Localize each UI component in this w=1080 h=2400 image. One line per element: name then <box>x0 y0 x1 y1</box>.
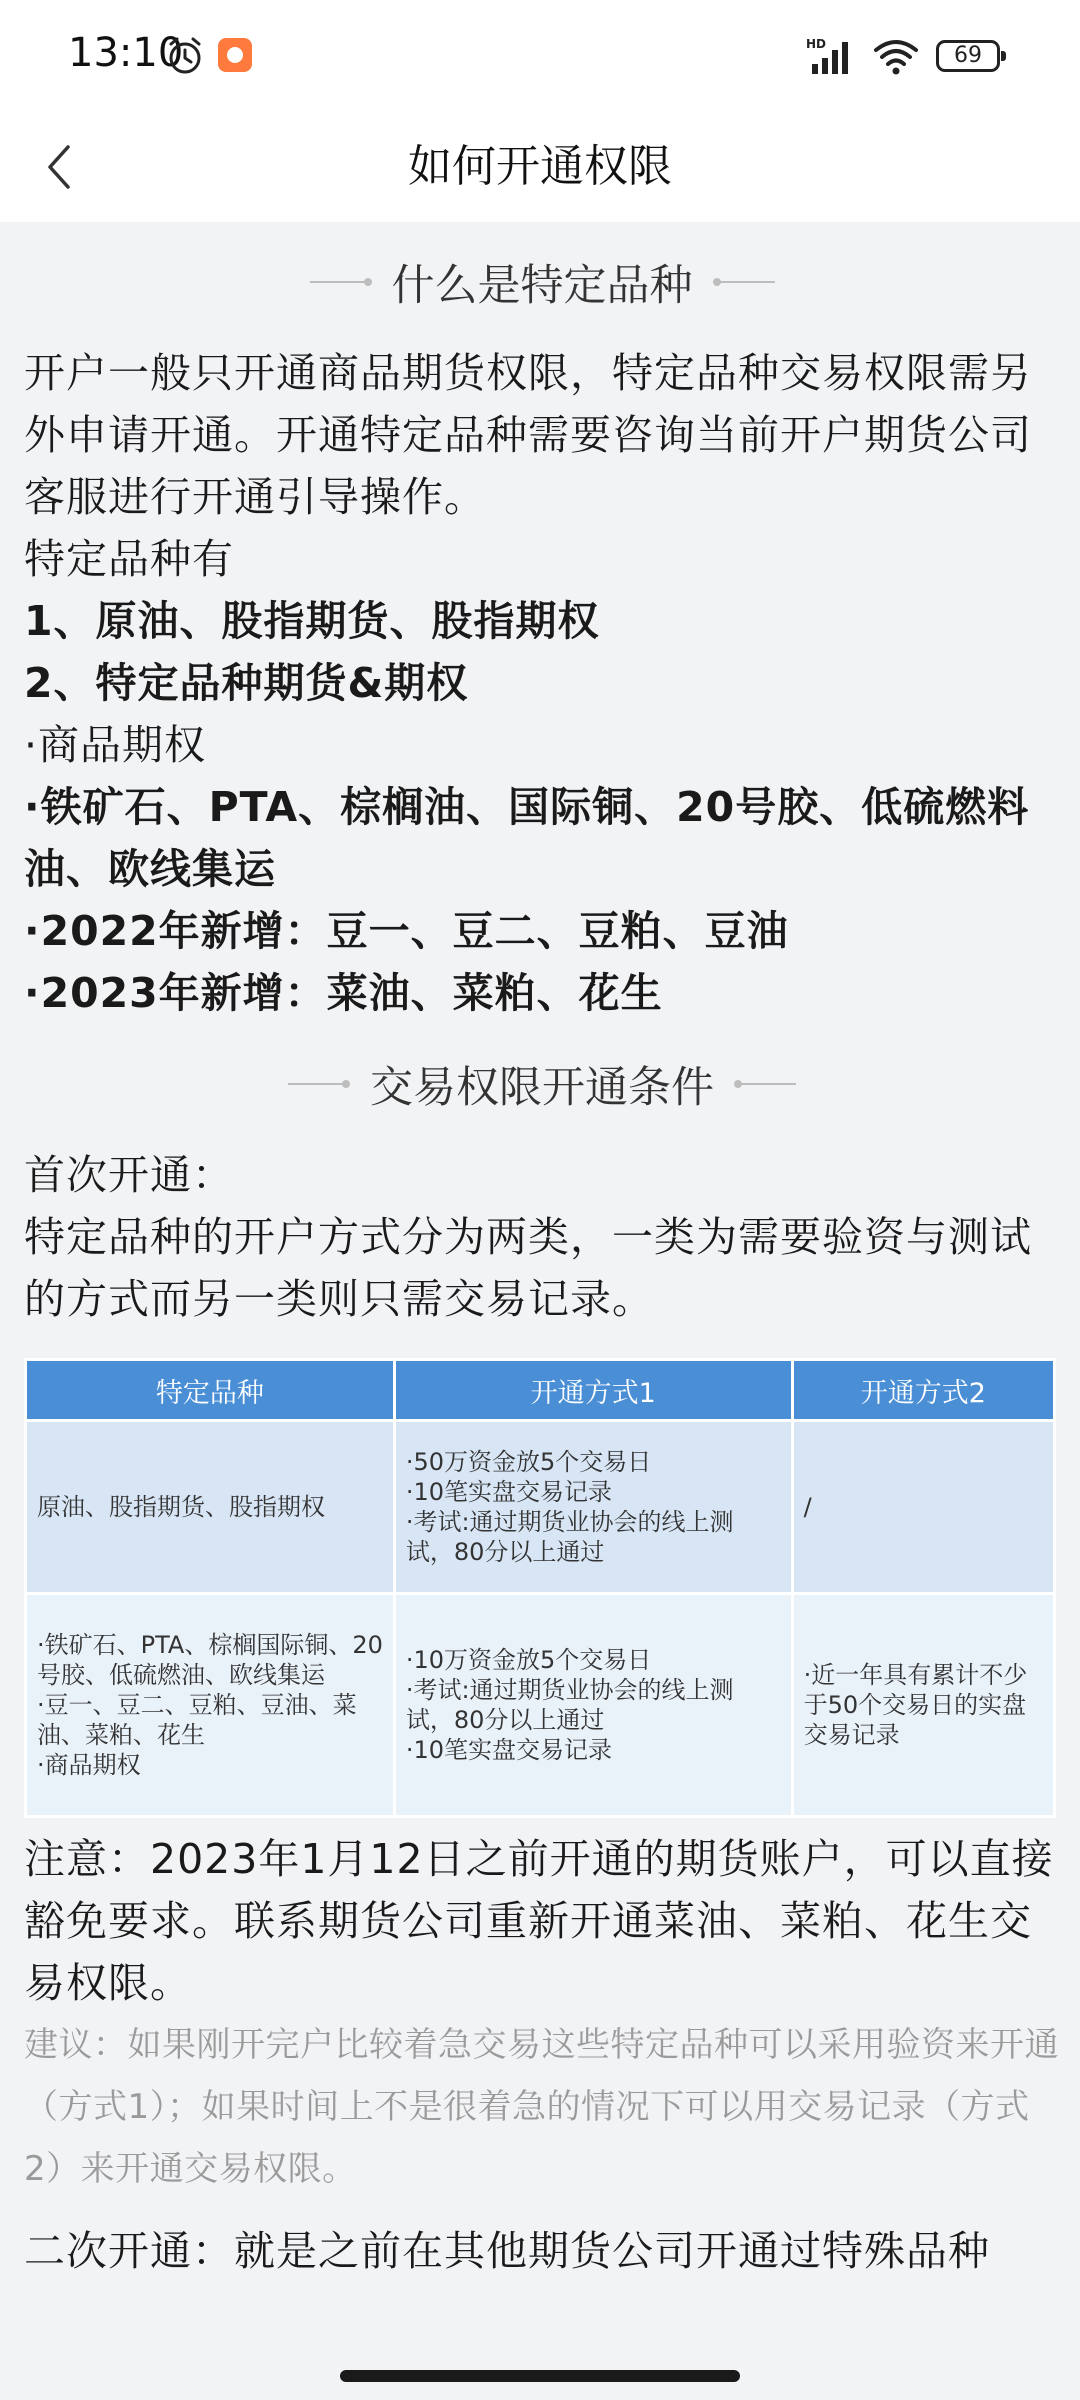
first-open-desc: 特定品种的开户方式分为两类，一类为需要验资与测试的方式而另一类则只需交易记录。 <box>24 1213 1032 1323</box>
cell-line: ·考试:通过期货业协会的线上测试，80分以上通过 <box>405 1508 734 1566</box>
cell-line: ·50万资金放5个交易日 <box>405 1448 652 1476</box>
first-open-title: 首次开通： <box>24 1151 234 1199</box>
list-subitem: ·2023年新增：菜油、菜粕、花生 <box>24 969 663 1017</box>
battery-level: 69 <box>954 43 982 68</box>
cell-line: ·10笔实盘交易记录 <box>405 1736 613 1764</box>
hd-signal-icon <box>806 36 858 76</box>
table-row <box>26 1421 1055 1594</box>
list-subitem: ·2022年新增：豆一、豆二、豆粕、豆油 <box>24 907 789 955</box>
divider-line <box>288 1083 346 1085</box>
wifi-icon <box>872 38 920 76</box>
cell-line: ·10万资金放5个交易日 <box>405 1646 652 1674</box>
section-heading-what-is <box>24 222 1060 342</box>
table-cell: 原油、股指期货、股指期权 <box>26 1421 395 1594</box>
section-heading-conditions <box>24 1024 1060 1144</box>
page-title: 如何开通权限 <box>408 141 672 192</box>
cell-line: ·10笔实盘交易记录 <box>405 1478 613 1506</box>
table-cell: / <box>792 1421 1054 1594</box>
battery-icon <box>936 40 1000 72</box>
table-cell <box>26 1594 395 1817</box>
svg-text:HD: HD <box>806 37 827 51</box>
table-header-row <box>26 1360 1055 1421</box>
table-header-cell: 开通方式2 <box>792 1360 1054 1421</box>
table-header-cell: 特定品种 <box>26 1360 395 1421</box>
table-cell <box>394 1421 792 1594</box>
status-time: 13:10 <box>68 30 184 76</box>
table-header-cell: 开通方式1 <box>394 1360 792 1421</box>
table-cell <box>394 1594 792 1817</box>
article-content <box>24 222 1060 2282</box>
cell-line: ·豆一、豆二、豆粕、豆油、菜油、菜粕、花生 <box>37 1691 357 1749</box>
intro-paragraph: 开户一般只开通商品期货权限，特定品种交易权限需另外申请开通。开通特定品种需要咨询当前开户期货公司客服进行开通引导操作。 <box>24 349 1032 521</box>
alarm-icon <box>165 36 205 76</box>
conditions-table <box>24 1358 1056 1818</box>
list-item: 2、特定品种期货&期权 <box>24 659 469 707</box>
section-title: 交易权限开通条件 <box>370 1062 714 1113</box>
nav-header <box>0 112 1080 222</box>
app-notification-icon <box>218 38 252 72</box>
list-subitem: ·商品期权 <box>24 721 207 769</box>
cell-line: ·商品期权 <box>37 1751 141 1779</box>
second-open-paragraph: 二次开通：就是之前在其他期货公司开通过特殊品种 <box>24 2227 990 2275</box>
home-indicator[interactable] <box>340 2370 740 2382</box>
status-bar <box>0 0 1080 112</box>
cell-line: ·考试:通过期货业协会的线上测试，80分以上通过 <box>405 1676 734 1734</box>
table-cell: ·近一年具有累计不少于50个交易日的实盘交易记录 <box>792 1594 1054 1817</box>
divider-line <box>738 1083 796 1085</box>
chevron-left-icon[interactable] <box>34 135 82 199</box>
divider-line <box>310 281 368 283</box>
section-title: 什么是特定品种 <box>391 260 693 311</box>
suggestion-paragraph: 建议：如果刚开完户比较着急交易这些特定品种可以采用验资来开通（方式1）；如果时间上不是很着急的情况下可以用交易记录（方式2）来开通交易权限。 <box>24 2025 1059 2189</box>
cell-line: ·铁矿石、PTA、棕榈国际铜、20号胶、低硫燃油、欧线集运 <box>37 1631 383 1689</box>
table-row <box>26 1594 1055 1817</box>
list-item: 1、原油、股指期货、股指期权 <box>24 597 600 645</box>
divider-line <box>717 281 775 283</box>
list-title: 特定品种有 <box>24 535 234 583</box>
note-paragraph: 注意：2023年1月12日之前开通的期货账户，可以直接豁免要求。联系期货公司重新开通菜油、菜粕、花生交易权限。 <box>24 1835 1054 2007</box>
list-subitem: ·铁矿石、PTA、棕榈油、国际铜、20号胶、低硫燃料油、欧线集运 <box>24 783 1030 893</box>
